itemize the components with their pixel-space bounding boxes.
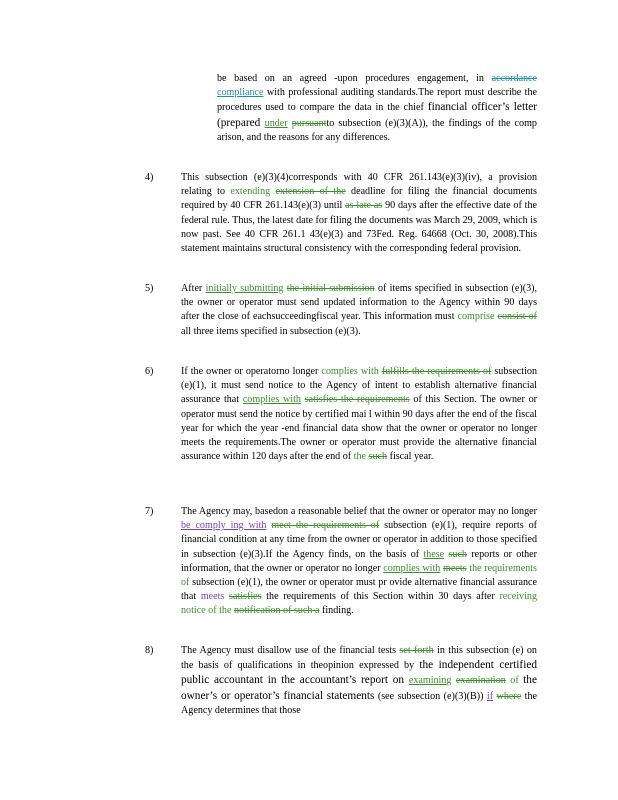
text-segment: After <box>181 283 206 294</box>
list-item <box>181 365 537 464</box>
list-item <box>181 644 537 718</box>
deleted-text: meet the requirements of <box>271 520 380 532</box>
text-segment: in this subsection (e) on the basis of qualifications in theopinion expressed by <box>181 645 537 672</box>
deleted-text: satisfies <box>229 591 262 603</box>
inserted-text: extending <box>230 186 271 198</box>
text-segment: the requirements of this Section within 30 days after <box>261 591 500 603</box>
item-number: 4) <box>145 172 154 183</box>
text-segment: deadline for filing the financial documents required by 40 CFR 261.143(e)(3) until <box>181 186 537 212</box>
inserted-text: the <box>353 451 367 463</box>
inserted-text: if <box>486 690 494 702</box>
inserted-text: complies with <box>321 366 379 377</box>
text-segment: This subsection (e)(3)(4)corresponds with 40 CFR 261.143(e)(3)(iv), a provision relating to <box>181 172 537 198</box>
deleted-text: notification of such a <box>233 605 320 617</box>
inserted-text: complies with <box>383 562 441 574</box>
deleted-text: extension of the <box>275 186 346 198</box>
deleted-text: the initial submission <box>286 283 375 294</box>
inserted-text: compliance <box>217 87 264 99</box>
deleted-text: fulfills the requirements of <box>381 366 492 377</box>
text-segment: The Agency must disallow use of the financial tests <box>181 645 400 656</box>
inserted-text: receiving notice of the <box>181 591 537 617</box>
text-segment: with professional auditing standards.The report must describe the procedures used to compare the data in the chief <box>217 87 537 114</box>
deleted-text: meets <box>443 562 467 574</box>
text-segment: finding. <box>319 605 354 617</box>
inserted-text: comprise <box>457 311 495 323</box>
inserted-text: under <box>264 117 288 129</box>
deleted-text: where <box>496 690 522 702</box>
inserted-text: these <box>423 548 445 560</box>
deleted-text: as late as <box>345 200 383 212</box>
list-item <box>181 282 537 339</box>
text-segment: all three items specified in subsection (e)(3). <box>181 325 361 337</box>
text-segment: reports or other information, that the owner or operator no longer <box>181 548 538 574</box>
text-segment: (see subsection (e)(3)(B)) <box>374 690 487 702</box>
text-segment: fiscal year. <box>387 451 434 463</box>
deleted-text: such <box>448 548 467 560</box>
inserted-text: initially submitting <box>205 283 284 294</box>
text-segment: subsection (e)(1), the owner or operator must pr ovide alternative financial assurance that <box>181 577 537 603</box>
item-number: 7) <box>145 506 154 517</box>
inserted-text: be comply ing with <box>181 520 267 532</box>
deleted-text: satisfies the requirements <box>304 394 410 406</box>
inserted-text: meets <box>200 591 225 603</box>
deleted-text: consist of <box>497 311 537 323</box>
inserted-text: the requirements of <box>181 562 537 589</box>
text-segment: of items specified in subsection (e)(3), the owner or operator must send updated information to the Agency within 90 days after the close of eachsucceedingfiscal year. This information must <box>181 283 538 323</box>
text-segment: of <box>505 675 524 687</box>
text-segment: the Agency determines that those <box>181 690 538 716</box>
text-segment: subsection (e)(1), require reports of financial condition at any time from the owner or operator in addition to those specified in subsection (e)(3).If the Agency finds, on the basis of <box>181 520 537 560</box>
text-segment: If the owner or operatorno longer <box>181 366 322 377</box>
deleted-text: pursuant <box>291 117 327 129</box>
list-item <box>181 171 537 256</box>
list-item <box>181 505 537 619</box>
text-segment-large: the owner’s or operator’s financial statements <box>181 674 537 702</box>
text-segment: be based on an agreed -upon procedures engagement, in <box>217 73 492 84</box>
item-number: 6) <box>145 366 154 377</box>
deleted-text: examination <box>455 675 506 687</box>
text-segment: of this Section. The owner or operator must send the notice by certified mai l within 90 days after the end of the fiscal year for which the year -end financial data show that the owner or operator no longer meets the requirements.The owner or operator must provide the alternative financial assurance within 120 days after the end of <box>181 394 537 463</box>
continued-paragraph <box>217 72 537 145</box>
text-segment: subsection (e)(1), it must send notice to the Agency of intent to establish alternative financial assurance that <box>181 366 537 406</box>
deleted-text: such <box>368 451 388 463</box>
deleted-text: set forth <box>399 645 434 656</box>
item-number: 5) <box>145 283 154 294</box>
text-segment: to subsection (e)(3)(A)), the findings of the comp arison, and the reasons for any differences. <box>217 117 537 143</box>
item-number: 8) <box>145 645 154 656</box>
text-segment: 90 days after the effective date of the federal rule. Thus, the latest date for filing the documents was March 29, 2009, which is now past. See 40 CFR 261.1 43(e)(3) and 73Fed. Reg. 64668 (Oct. 30, 2008).This statement maintains structural consistency with the corresponding federal provision. <box>181 200 537 255</box>
deleted-text: accordance <box>491 73 537 84</box>
text-segment-large: the independent certified public accountant in the accountant’s report on <box>181 659 537 687</box>
inserted-text: examining <box>408 675 452 687</box>
text-segment: The Agency may, basedon a reasonable belief that the owner or operator may no longer <box>181 506 537 517</box>
text-segment-large: financial officer’s letter (prepared <box>217 101 537 129</box>
inserted-text: complies with <box>242 394 301 406</box>
